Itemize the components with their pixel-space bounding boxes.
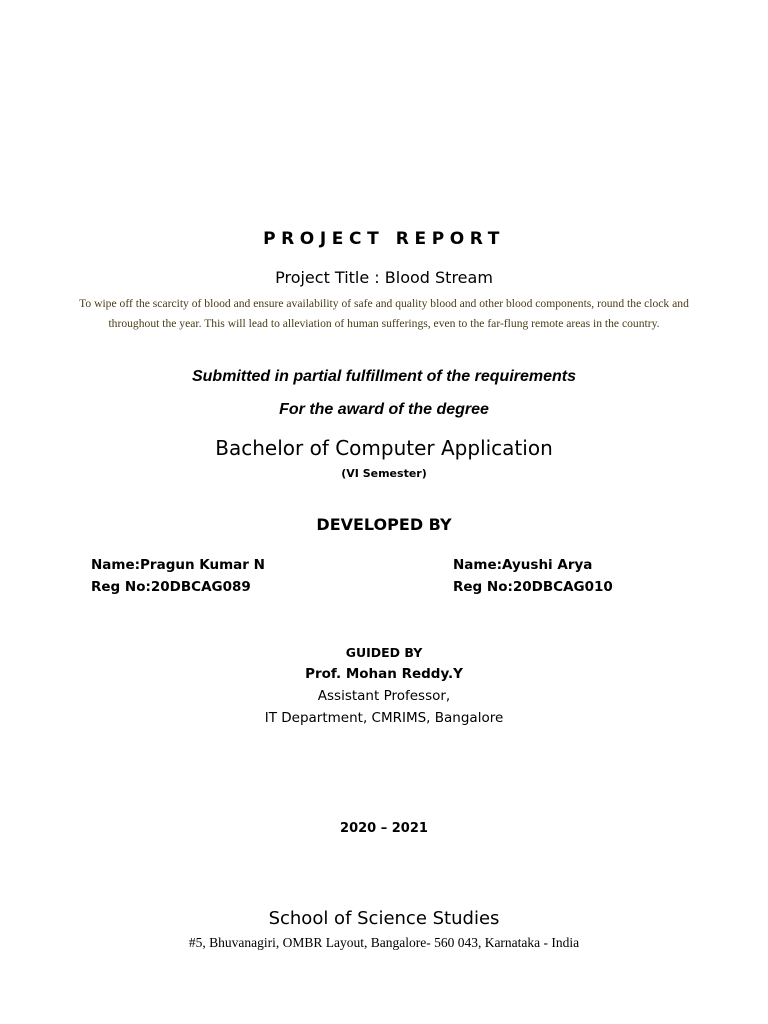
student-reg-no: Reg No:20DBCAG010 <box>453 579 613 595</box>
guide-name: Prof. Mohan Reddy.Y <box>305 666 463 682</box>
student-reg-no: Reg No:20DBCAG089 <box>91 579 251 595</box>
degree-award-statement: For the award of the degree <box>279 401 489 418</box>
semester-label: (VI Semester) <box>341 467 427 480</box>
guide-designation: Assistant Professor, <box>317 688 451 704</box>
guide-department: IT Department, CMRIMS, Bangalore <box>264 710 504 726</box>
degree-name: Bachelor of Computer Application <box>215 436 553 460</box>
institution-address: #5, Bhuvanagiri, OMBR Layout, Bangalore- 560 043, Karnataka - India <box>188 935 580 950</box>
guided-by-heading: GUIDED BY <box>345 645 423 660</box>
institution-name: School of Science Studies <box>268 908 500 929</box>
academic-year: 2020 – 2021 <box>340 821 428 836</box>
submission-statement: Submitted in partial fulfillment of the requirements <box>191 368 577 385</box>
student-name: Name:Ayushi Arya <box>453 557 593 573</box>
report-heading: PROJECT REPORT <box>263 229 505 249</box>
project-title: Project Title : Blood Stream <box>275 268 493 287</box>
student-block <box>91 554 265 598</box>
student-name: Name:Pragun Kumar N <box>91 557 265 573</box>
student-block <box>453 554 613 598</box>
project-abstract: To wipe off the scarcity of blood and ensure availability of safe and quality blood and other blood components, round the clock and throughout the year. This will lead to alleviation of human sufferings, even to the far-flung remote areas in the country. <box>79 297 689 330</box>
developed-by-heading: DEVELOPED BY <box>316 515 452 534</box>
